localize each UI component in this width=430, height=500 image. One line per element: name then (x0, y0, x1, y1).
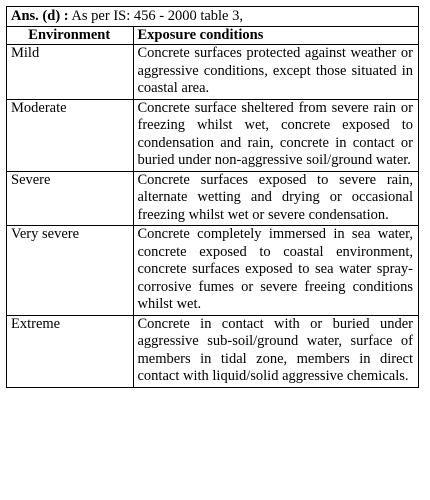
conditions-cell: Concrete surface sheltered from severe rain or freezing whilst wet, concrete exposed to condensation and rain, concrete in contact or buried under non-aggressive soil/ground water. (133, 99, 418, 171)
table-row (7, 226, 418, 316)
environment-cell: Moderate (7, 99, 133, 171)
table-header-row (7, 27, 418, 45)
answer-prefix: Ans. (d) : (11, 8, 69, 24)
answer-line (7, 7, 418, 27)
environment-cell: Extreme (7, 315, 133, 387)
answer-reference: As per IS: 456 - 2000 table 3, (68, 8, 243, 24)
table-row (7, 315, 418, 387)
exposure-table (7, 27, 418, 387)
conditions-cell: Concrete in contact with or buried under aggressive sub-soil/ground water, surface of members in tidal zone, members in direct contact with liquid/solid aggressive chemicals. (133, 315, 418, 387)
environment-cell: Severe (7, 171, 133, 226)
table-row (7, 45, 418, 100)
header-exposure-conditions: Exposure conditions (133, 27, 418, 45)
answer-box (6, 6, 419, 388)
environment-cell: Mild (7, 45, 133, 100)
conditions-cell: Concrete completely immersed in sea water, concrete exposed to coastal environment, concrete surfaces exposed to sea water spray-corrosive fumes or severe freeing conditions whilst wet. (133, 226, 418, 316)
conditions-cell: Concrete surfaces protected against weather or aggressive conditions, except those situated in coastal area. (133, 45, 418, 100)
conditions-cell: Concrete surfaces exposed to severe rain, alternate wetting and drying or occasional freezing whilst wet or severe condensation. (133, 171, 418, 226)
header-environment: Environment (7, 27, 133, 45)
table-row (7, 99, 418, 171)
environment-cell: Very severe (7, 226, 133, 316)
table-row (7, 171, 418, 226)
